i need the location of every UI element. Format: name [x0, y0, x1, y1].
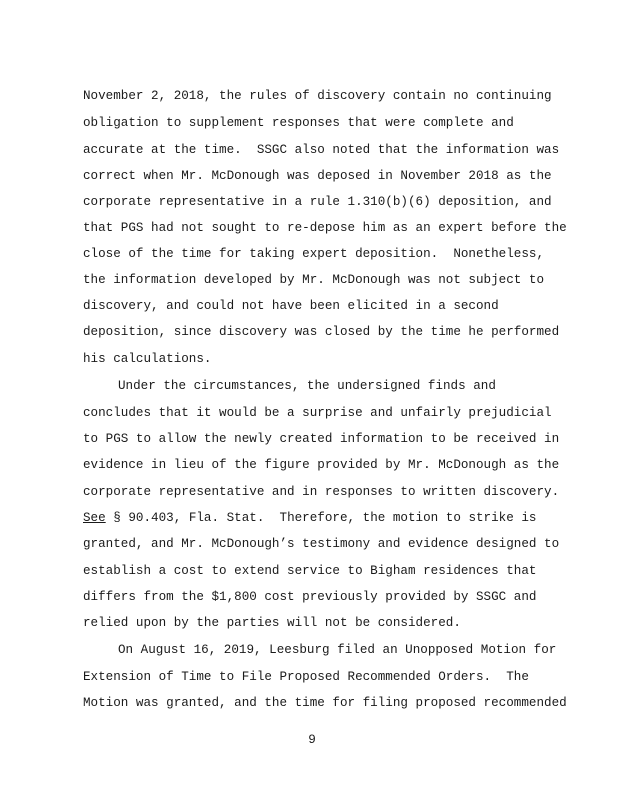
text-line-11: his calculations. [83, 352, 212, 366]
text-line-3: accurate at the time. SSGC also noted that the information was [83, 143, 560, 157]
text-line-17-rest: § 90.403, Fla. Stat. Therefore, the motion to strike is [105, 511, 537, 525]
text-line-23: Extension of Time to File Proposed Recommended Orders. The [83, 670, 529, 684]
text-line-18: granted, and Mr. McDonough’s testimony and evidence designed to [83, 537, 560, 551]
text-line-17 [83, 510, 536, 526]
page-number: 9 [308, 733, 316, 747]
citation-signal-see: See [83, 511, 106, 525]
text-line-21: relied upon by the parties will not be considered. [83, 616, 461, 630]
text-line-22: On August 16, 2019, Leesburg filed an Unopposed Motion for [118, 643, 557, 657]
text-line-9: discovery, and could not have been elicited in a second [83, 299, 499, 313]
text-line-8: the information developed by Mr. McDonough was not subject to [83, 273, 545, 287]
text-line-20: differs from the $1,800 cost previously provided by SSGC and [83, 590, 537, 604]
text-line-7: close of the time for taking expert deposition. Nonetheless, [83, 247, 545, 261]
text-line-4: correct when Mr. McDonough was deposed in November 2018 as the [83, 169, 552, 183]
text-line-13: concludes that it would be a surprise and unfairly prejudicial [83, 406, 552, 420]
text-line-16: corporate representative and in responses to written discovery. [83, 485, 560, 499]
text-line-1: November 2, 2018, the rules of discovery contain no continuing [83, 89, 552, 103]
text-line-6: that PGS had not sought to re-depose him as an expert before the [83, 221, 567, 235]
text-line-12: Under the circumstances, the undersigned finds and [118, 379, 496, 393]
text-line-19: establish a cost to extend service to Bigham residences that [83, 564, 537, 578]
text-line-2: obligation to supplement responses that were complete and [83, 116, 514, 130]
text-line-5: corporate representative in a rule 1.310(b)(6) deposition, and [83, 195, 552, 209]
text-line-24: Motion was granted, and the time for filing proposed recommended [83, 696, 567, 710]
text-line-14: to PGS to allow the newly created information to be received in [83, 432, 560, 446]
text-line-10: deposition, since discovery was closed by the time he performed [83, 325, 560, 339]
text-line-15: evidence in lieu of the figure provided by Mr. McDonough as the [83, 458, 560, 472]
